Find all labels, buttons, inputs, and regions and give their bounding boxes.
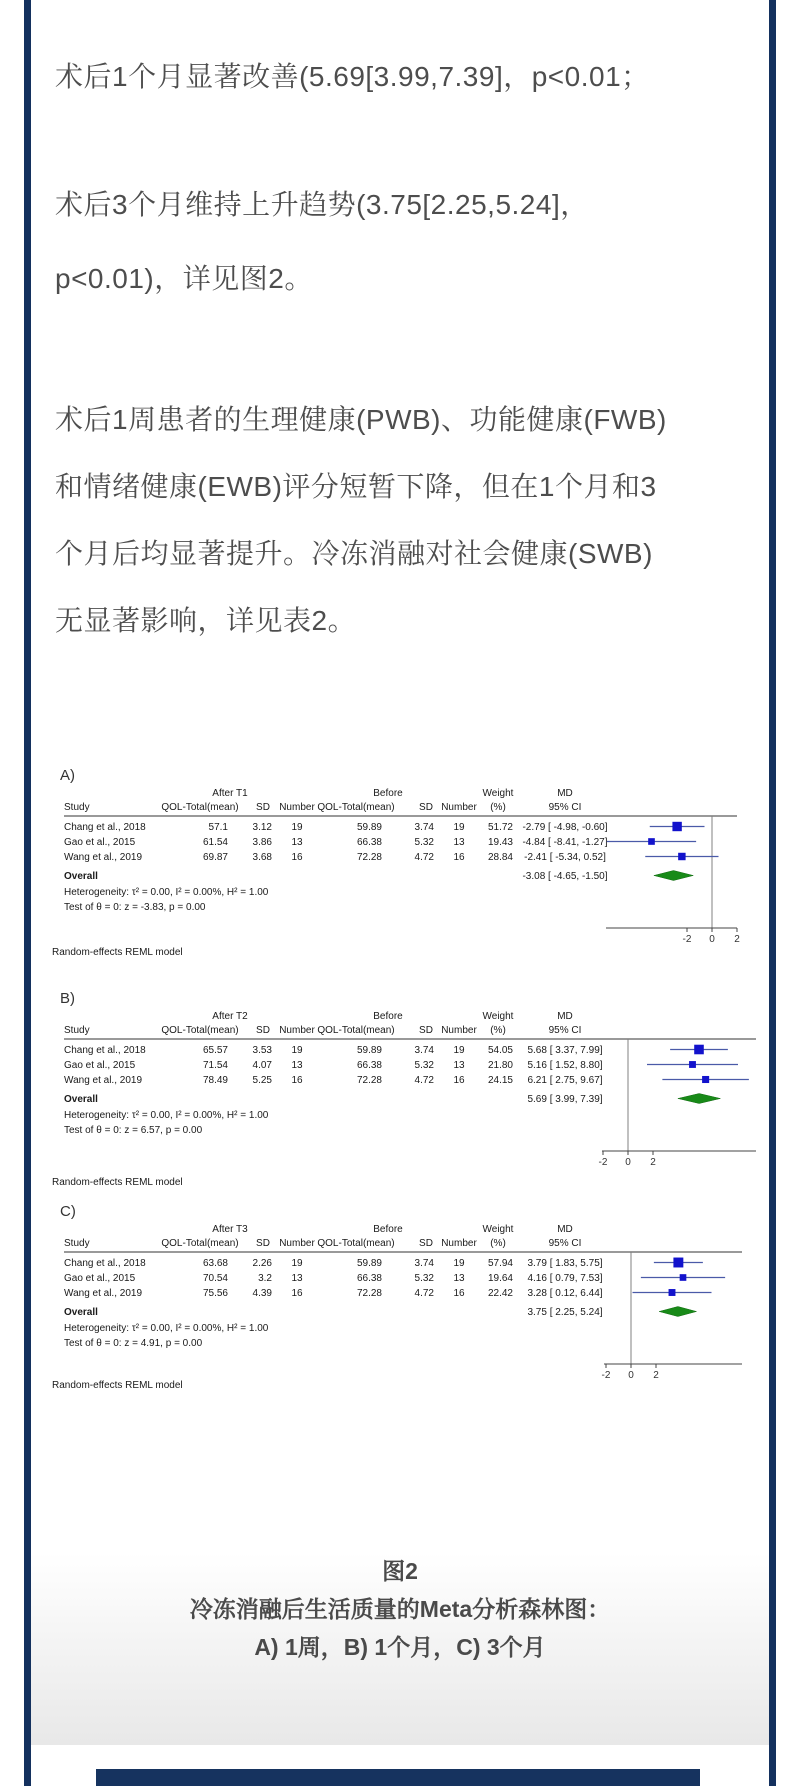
study-name: Chang et al., 2018 [64,1045,146,1056]
cell-value: 57.94 [487,1258,513,1269]
figure-caption-panels: A) 1周，B) 1个月，C) 3个月 [254,1634,546,1660]
col-header: (%) [490,802,506,813]
cell-value: 71.54 [202,1060,228,1071]
cell-value: 13 [291,837,303,848]
overall-diamond [678,1094,721,1104]
cell-value: 59.89 [356,822,382,833]
study-name: Gao et al., 2015 [64,837,136,848]
cell-value: 19 [453,1258,465,1269]
paragraph-line: 无显著影响，详见表2。 [55,605,357,636]
cell-value: 16 [453,852,465,863]
heterogeneity-text: Heterogeneity: τ² = 0.00, I² = 0.00%, H² = 1.00 [64,1323,269,1334]
group-header: Weight [482,788,514,799]
cell-value: 59.89 [356,1258,382,1269]
cell-value: 28.84 [487,852,513,863]
x-axis-tick-label: -2 [682,934,692,945]
col-header: QOL-Total(mean) [317,1238,395,1249]
group-header: Before [373,1011,403,1022]
cell-value: 4.07 [252,1060,272,1071]
cell-value: 3.86 [252,837,272,848]
effect-square [694,1045,704,1055]
cell-value: 13 [453,1060,465,1071]
effect-square [672,822,681,831]
ci-value: 6.21 [ 2.75, 9.67] [527,1075,603,1086]
cell-value: 59.89 [356,1045,382,1056]
cell-value: 61.54 [202,837,228,848]
cell-value: 3.74 [414,1258,434,1269]
cell-value: 19.64 [487,1273,513,1284]
overall-ci-value: 3.75 [ 2.25, 5.24] [527,1307,603,1318]
cell-value: 65.57 [202,1045,228,1056]
ci-value: 3.28 [ 0.12, 6.44] [527,1288,603,1299]
x-axis-tick-label: -2 [598,1157,608,1168]
group-header: Before [373,1224,403,1235]
effect-square [648,838,655,845]
cell-value: 16 [291,1075,303,1086]
col-header: SD [419,1238,433,1249]
col-header: SD [256,1025,270,1036]
cell-value: 75.56 [202,1288,228,1299]
group-header: Weight [482,1011,514,1022]
test-text: Test of θ = 0: z = 6.57, p = 0.00 [64,1125,203,1136]
paragraph-line: 个月后均显著提升。冷冻消融对社会健康(SWB) [55,538,653,569]
cell-value: 5.32 [414,1060,434,1071]
cell-value: 3.68 [252,852,272,863]
col-header: Study [64,802,90,813]
group-header: MD [557,1224,573,1235]
forest-panel-c [0,1198,800,1400]
paragraph-line: 和情绪健康(EWB)评分短暂下降，但在1个月和3 [55,471,657,502]
group-header: After T3 [212,1224,248,1235]
effect-square [673,1258,683,1268]
paragraph-month1-result [55,40,755,114]
x-axis-tick-label: 0 [709,934,715,945]
paragraph-month3-result [55,168,755,316]
cell-value: 13 [291,1060,303,1071]
overall-ci-value: 5.69 [ 3.99, 7.39] [527,1094,603,1105]
overall-diamond [654,871,693,881]
study-name: Wang et al., 2019 [64,852,143,863]
col-header: Number [279,802,315,813]
x-axis-tick-label: 0 [625,1157,631,1168]
figure-caption-title: 冷冻消融后生活质量的Meta分析森林图： [189,1596,611,1622]
cell-value: 16 [291,852,303,863]
model-note: Random-effects REML model [52,947,183,958]
paragraph-line: 术后1个月显著改善(5.69[3.99,7.39]，p<0.01； [55,61,650,92]
overall-ci-value: -3.08 [ -4.65, -1.50] [522,871,608,882]
cell-value: 19 [453,1045,465,1056]
cell-value: 3.74 [414,822,434,833]
paragraph-line: 术后3个月维持上升趋势(3.75[2.25,5.24]， [55,189,589,220]
ci-value: 3.79 [ 1.83, 5.75] [527,1258,603,1269]
model-note: Random-effects REML model [52,1177,183,1188]
effect-square [678,853,685,860]
panel-label: C) [60,1203,76,1220]
forest-panel-a [0,762,800,968]
col-header: 95% CI [548,802,582,813]
cell-value: 4.72 [414,852,434,863]
col-header: Study [64,1238,90,1249]
cell-value: 16 [453,1288,465,1299]
cell-value: 4.72 [414,1075,434,1086]
cell-value: 21.80 [487,1060,513,1071]
group-header: Weight [482,1224,514,1235]
test-text: Test of θ = 0: z = 4.91, p = 0.00 [64,1338,203,1349]
effect-square [702,1076,709,1083]
col-header: SD [256,1238,270,1249]
cell-value: 2.26 [252,1258,272,1269]
col-header: (%) [490,1238,506,1249]
col-header: QOL-Total(mean) [161,1238,239,1249]
col-header: Number [279,1238,315,1249]
cell-value: 16 [291,1288,303,1299]
forest-panel-b [0,985,800,1197]
col-header: Study [64,1025,90,1036]
heterogeneity-text: Heterogeneity: τ² = 0.00, I² = 0.00%, H² = 1.00 [64,1110,269,1121]
ci-value: -2.79 [ -4.98, -0.60] [522,822,608,833]
group-header: After T1 [212,788,248,799]
group-header: Before [373,788,403,799]
x-axis-tick-label: 2 [734,934,740,945]
paragraph-subscale-result [55,386,755,654]
x-axis-tick-label: 2 [650,1157,656,1168]
col-header: (%) [490,1025,506,1036]
group-header: MD [557,1011,573,1022]
col-header: SD [256,802,270,813]
cell-value: 54.05 [487,1045,513,1056]
cell-value: 4.39 [252,1288,272,1299]
col-header: QOL-Total(mean) [317,802,395,813]
cell-value: 51.72 [487,822,513,833]
test-text: Test of θ = 0: z = -3.83, p = 0.00 [64,902,206,913]
study-name: Chang et al., 2018 [64,822,146,833]
cell-value: 66.38 [356,1273,382,1284]
cell-value: 72.28 [356,852,382,863]
cell-value: 3.2 [258,1273,272,1284]
overall-diamond [659,1307,696,1317]
study-name: Gao et al., 2015 [64,1273,136,1284]
cell-value: 69.87 [202,852,228,863]
cell-value: 13 [453,837,465,848]
cell-value: 5.32 [414,1273,434,1284]
ci-value: -2.41 [ -5.34, 0.52] [524,852,606,863]
cell-value: 3.74 [414,1045,434,1056]
cell-value: 19 [291,1045,303,1056]
cell-value: 66.38 [356,837,382,848]
heterogeneity-text: Heterogeneity: τ² = 0.00, I² = 0.00%, H² = 1.00 [64,887,269,898]
study-name: Gao et al., 2015 [64,1060,136,1071]
x-axis-tick-label: 2 [653,1370,659,1381]
col-header: SD [419,802,433,813]
figure-caption [31,1552,769,1666]
cell-value: 16 [453,1075,465,1086]
next-section-bar [96,1769,700,1786]
cell-value: 5.25 [252,1075,272,1086]
cell-value: 3.53 [252,1045,272,1056]
overall-label: Overall [64,1307,98,1318]
cell-value: 57.1 [208,822,228,833]
cell-value: 72.28 [356,1075,382,1086]
cell-value: 70.54 [202,1273,228,1284]
cell-value: 66.38 [356,1060,382,1071]
ci-value: -4.84 [ -8.41, -1.27] [522,837,608,848]
col-header: 95% CI [548,1238,582,1249]
cell-value: 13 [291,1273,303,1284]
forest-plot-figure[interactable] [0,660,800,1410]
cell-value: 78.49 [202,1075,228,1086]
cell-value: 72.28 [356,1288,382,1299]
study-name: Chang et al., 2018 [64,1258,146,1269]
overall-label: Overall [64,871,98,882]
effect-square [689,1061,696,1068]
ci-value: 4.16 [ 0.79, 7.53] [527,1273,603,1284]
cell-value: 19 [291,1258,303,1269]
col-header: SD [419,1025,433,1036]
group-header: After T2 [212,1011,248,1022]
effect-square [669,1289,676,1296]
panel-label: B) [60,990,75,1007]
cell-value: 63.68 [202,1258,228,1269]
col-header: 95% CI [548,1025,582,1036]
figure-caption-number: 图2 [382,1558,418,1584]
col-header: QOL-Total(mean) [161,802,239,813]
model-note: Random-effects REML model [52,1380,183,1391]
panel-label: A) [60,767,75,784]
study-name: Wang et al., 2019 [64,1075,143,1086]
group-header: MD [557,788,573,799]
cell-value: 19 [453,822,465,833]
paragraph-line: p<0.01)，详见图2。 [55,263,313,294]
col-header: Number [441,1238,477,1249]
ci-value: 5.16 [ 1.52, 8.80] [527,1060,603,1071]
cell-value: 22.42 [487,1288,513,1299]
overall-label: Overall [64,1094,98,1105]
cell-value: 24.15 [487,1075,513,1086]
effect-square [680,1274,687,1281]
cell-value: 19.43 [487,837,513,848]
col-header: Number [441,1025,477,1036]
col-header: Number [279,1025,315,1036]
cell-value: 13 [453,1273,465,1284]
cell-value: 4.72 [414,1288,434,1299]
ci-value: 5.68 [ 3.37, 7.99] [527,1045,603,1056]
col-header: Number [441,802,477,813]
x-axis-tick-label: 0 [628,1370,634,1381]
cell-value: 5.32 [414,837,434,848]
x-axis-tick-label: -2 [601,1370,611,1381]
col-header: QOL-Total(mean) [317,1025,395,1036]
paragraph-line: 术后1周患者的生理健康(PWB)、功能健康(FWB) [55,404,667,435]
cell-value: 3.12 [252,822,272,833]
study-name: Wang et al., 2019 [64,1288,143,1299]
cell-value: 19 [291,822,303,833]
col-header: QOL-Total(mean) [161,1025,239,1036]
